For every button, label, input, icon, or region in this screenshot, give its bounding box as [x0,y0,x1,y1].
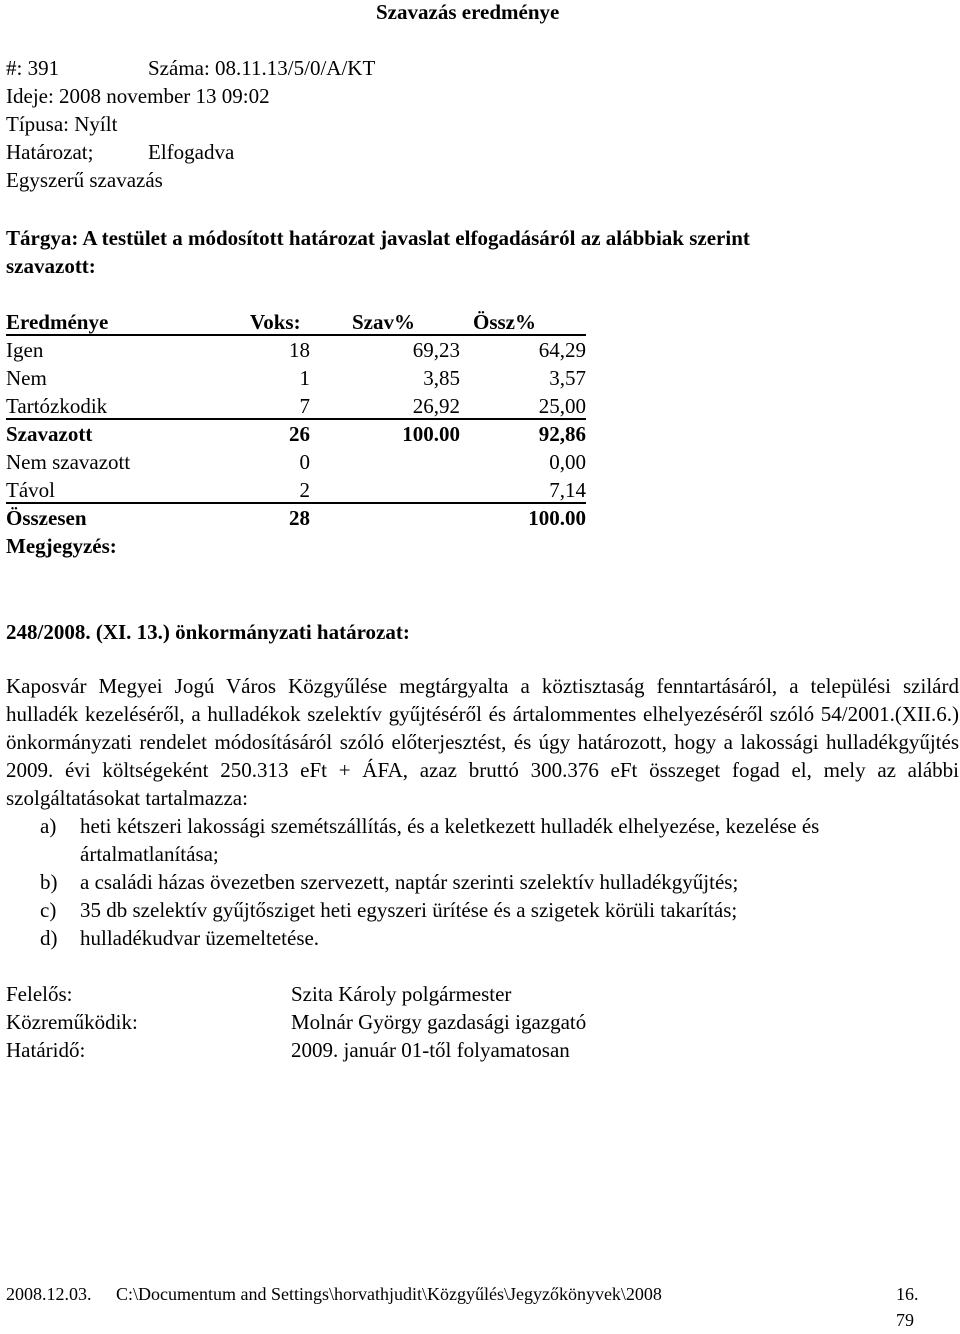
row-label: Tartózkodik [6,394,108,418]
deadline-value: 2009. január 01-től folyamatosan [291,1038,570,1062]
row-ossz: 7,14 [549,478,586,502]
footer-path: C:\Documentum and Settings\horvathjudit\Közgyűlés\Jegyzőkönyvek\2008 [116,1284,662,1304]
row-voks: 2 [299,478,310,502]
resolution-status: Elfogadva [148,140,235,164]
list-text: hulladékudvar üzemeltetése. [80,926,320,950]
row-voks: 18 [289,338,310,362]
resolution-paragraph: Kaposvár Megyei Jogú Város Közgyűlése megtárgyalta a köztisztaság fenntartásáról, a települési szilárd hulladék kezeléséről, a hulladékok szelektív gyűjtéséről és ártalommentes elhelyezéséről szóló 54/2001.(XII.6.) önkormányzati rendelet módosításáról szóló előterjesztést, és úgy határozott, hogy a lakossági hulladékgyűjtés 2009. évi költségeként 250.313 eFt + ÁFA, azaz bruttó 300.376 eFt összeget fogad el, mely az alábbi szolgáltatásokat tartalmazza: [6,674,959,810]
resolution-heading: 248/2008. (XI. 13.) önkormányzati határozat: [6,620,410,644]
row-ossz: 25,00 [538,394,586,418]
row-ossz: 64,29 [538,338,586,362]
list-text: 35 db szelektív gyűjtősziget heti egyszeri ürítése és a szigetek körüli takarítás; [80,898,738,922]
row-szav: 26,92 [412,394,460,418]
list-marker: b) [40,870,58,894]
list-text: a családi házas övezetben szervezett, naptár szerinti szelektív hulladékgyűjtés; [80,870,739,894]
row-szav: 100.00 [402,422,460,446]
row-voks: 28 [289,506,310,530]
row-label: Összesen [6,506,87,530]
list-marker: c) [40,898,57,922]
row-ossz: 100.00 [528,506,586,530]
responsible-value: Szita Károly polgármester [291,982,512,1006]
row-label: Távol [6,478,55,502]
vote-type: Típusa: Nyílt [6,112,118,136]
document-title: Szavazás eredménye [376,0,560,24]
row-label: Igen [6,338,44,362]
row-szav: 69,23 [412,338,460,362]
row-voks: 7 [299,394,310,418]
row-voks: 26 [289,422,310,446]
row-voks: 1 [299,366,310,390]
header-eredmenye: Eredménye [6,310,109,334]
subject-line-2: szavazott: [6,254,96,278]
header-szav: Szav% [352,310,415,334]
footer-page-sub: 79 [896,1310,914,1330]
footer-page-number: 16. [896,1284,919,1304]
list-text: heti kétszeri lakossági szemétszállítás, és a keletkezett hulladék elhelyezése, kezelése és ártalmatlanítása; [80,814,820,866]
vote-reference: Száma: 08.11.13/5/0/A/KT [148,56,376,80]
header-voks: Voks: [250,310,301,334]
note-label: Megjegyzés: [6,534,117,558]
list-marker: d) [40,926,58,950]
vote-time: Ideje: 2008 november 13 09:02 [6,84,270,108]
row-ossz: 92,86 [538,422,586,446]
row-ossz: 3,57 [549,366,586,390]
row-ossz: 0,00 [549,450,586,474]
subject-line-1: Tárgya: A testület a módosított határozat javaslat elfogadásáról az alábbiak szerint [6,226,750,250]
row-label: Szavazott [6,422,93,446]
resolution-label: Határozat; [6,140,94,164]
contributor-value: Molnár György gazdasági igazgató [291,1010,587,1034]
vote-kind: Egyszerű szavazás [6,168,163,192]
row-voks: 0 [299,450,310,474]
deadline-label: Határidő: [6,1038,86,1062]
list-marker: a) [40,814,57,838]
contributor-label: Közreműködik: [6,1010,138,1034]
row-szav: 3,85 [423,366,460,390]
footer-date: 2008.12.03. [6,1284,92,1304]
header-ossz: Össz% [473,310,536,334]
row-label: Nem [6,366,47,390]
row-label: Nem szavazott [6,450,131,474]
vote-number: #: 391 [6,56,60,80]
responsible-label: Felelős: [6,982,73,1006]
